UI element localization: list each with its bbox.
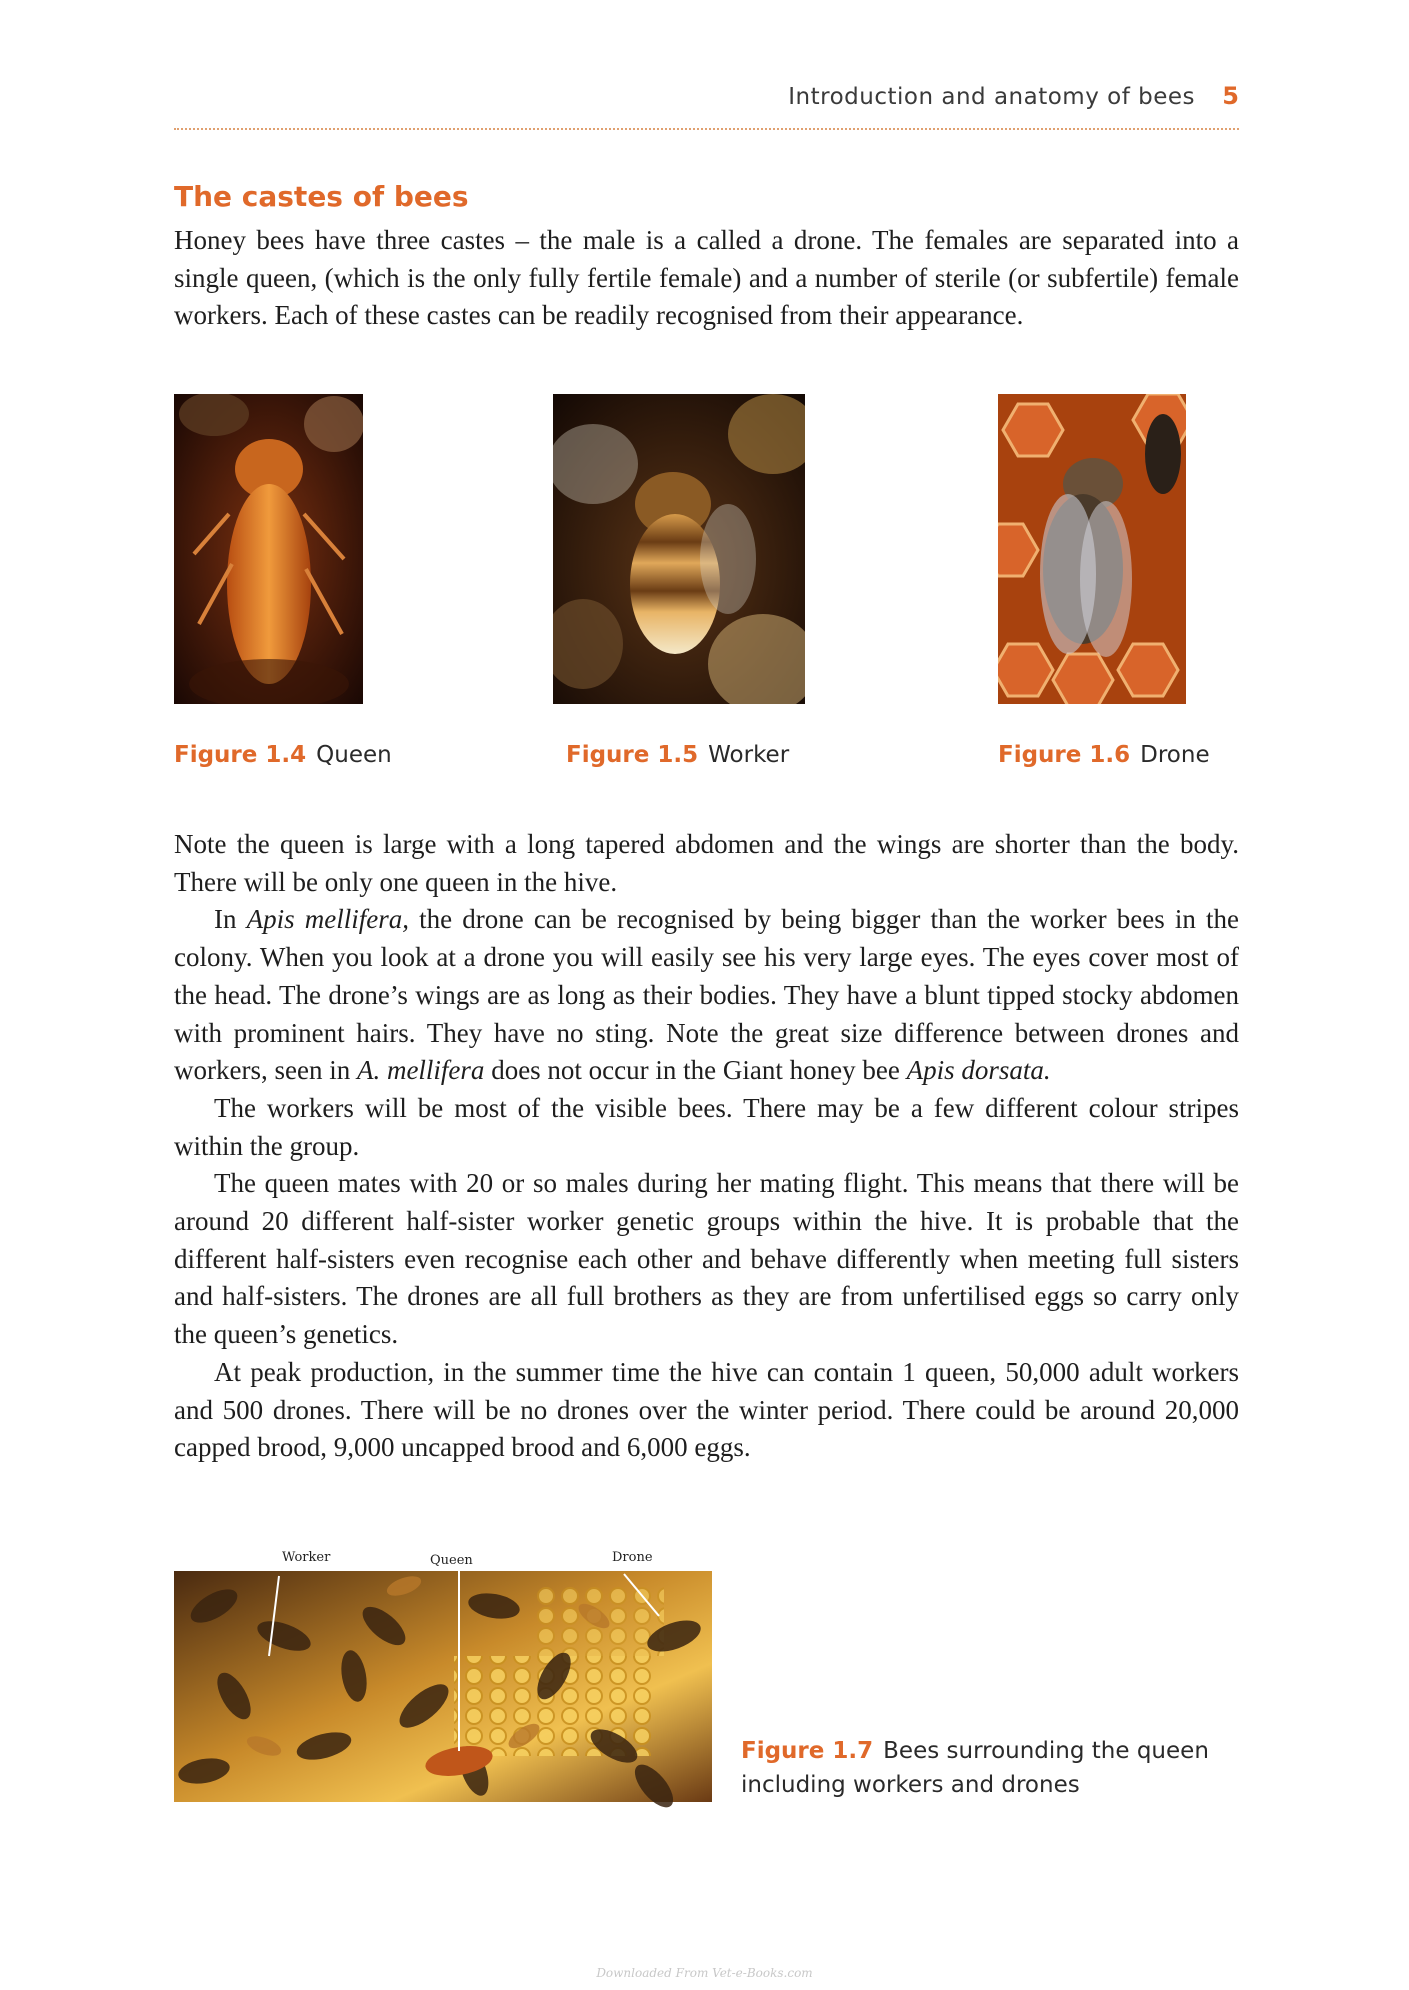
figure-caption-text: Bees surrounding the queen including workers and drones: [741, 1738, 1209, 1798]
intro-paragraph: [174, 222, 1239, 335]
species-name: A. mellifera: [356, 1055, 485, 1086]
paragraph-5: At peak production, in the summer time the hive can contain 1 queen, 50,000 adult workers and 500 drones. There will be no drones over the winter period. There could be around 20,000 capped brood, 9,000 uncapped brood and 6,000 eggs.: [174, 1356, 1239, 1463]
figure-caption-text: Drone: [1140, 742, 1210, 768]
section-heading: The castes of bees: [174, 180, 469, 213]
figure-number: Figure 1.4: [174, 742, 307, 768]
worker-photo: [553, 394, 805, 704]
paragraph-3: The workers will be most of the visible bees. There may be a few different colour stripes within the group.: [174, 1092, 1239, 1161]
text-run: In: [214, 904, 247, 935]
figure-1-4-caption: [174, 742, 392, 768]
hive-frame-photo: [174, 1546, 712, 1802]
page-number: 5: [1222, 82, 1239, 110]
drone-label: Drone: [612, 1550, 653, 1565]
species-name: Apis mellifera,: [246, 904, 409, 935]
body-text: [174, 826, 1239, 1467]
running-header-title: Introduction and anatomy of bees: [788, 84, 1195, 110]
figure-1-6-caption: [998, 742, 1210, 768]
text-run: does not occur in the Giant honey bee: [484, 1055, 907, 1086]
figure-caption-text: Worker: [708, 742, 790, 768]
drone-photo: [998, 394, 1186, 704]
figure-number: Figure 1.7: [741, 1738, 874, 1764]
figure-1-5-caption: [566, 742, 789, 768]
paragraph-2: [174, 901, 1239, 1090]
text-run: the drone can be recognised by being bigger than the worker bees in the colony. When you look at a drone you will easily see his very large eyes. The eyes cover most of the head. The drone’s wings are as long as their bodies. They have a blunt tipped stocky abdomen with prominent hairs. They have no sting. Note the great size difference between drones and workers, seen in: [174, 904, 1239, 1086]
queen-label: Queen: [430, 1553, 473, 1568]
queen-photo: [174, 394, 363, 704]
figure-1-7-caption: [741, 1734, 1241, 1802]
worker-label: Worker: [282, 1550, 331, 1565]
paragraph-1: Note the queen is large with a long tapered abdomen and the wings are shorter than the body. There will be only one queen in the hive.: [174, 829, 1239, 897]
species-name: Apis dorsata.: [906, 1055, 1051, 1086]
intro-text: Honey bees have three castes – the male is a called a drone. The females are separated into a single queen, (which is the only fully fertile female) and a number of sterile (or subfertile) female workers. Each of these castes can be readily recognised from their appearance.: [174, 225, 1239, 331]
running-header: [174, 80, 1239, 130]
figure-number: Figure 1.5: [566, 742, 699, 768]
figure-caption-text: Queen: [316, 742, 392, 768]
download-watermark: Downloaded From Vet-e-Books.com: [596, 1966, 813, 1980]
paragraph-4: The queen mates with 20 or so males during her mating flight. This means that there will be around 20 different half-sister worker genetic groups within the hive. It is probable that the different half-sisters even recognise each other and behave differently when meeting full sisters and half-sisters. The drones are all full brothers as they are from unfertilised eggs so carry only the queen’s genetics.: [174, 1168, 1239, 1350]
figure-number: Figure 1.6: [998, 742, 1131, 768]
